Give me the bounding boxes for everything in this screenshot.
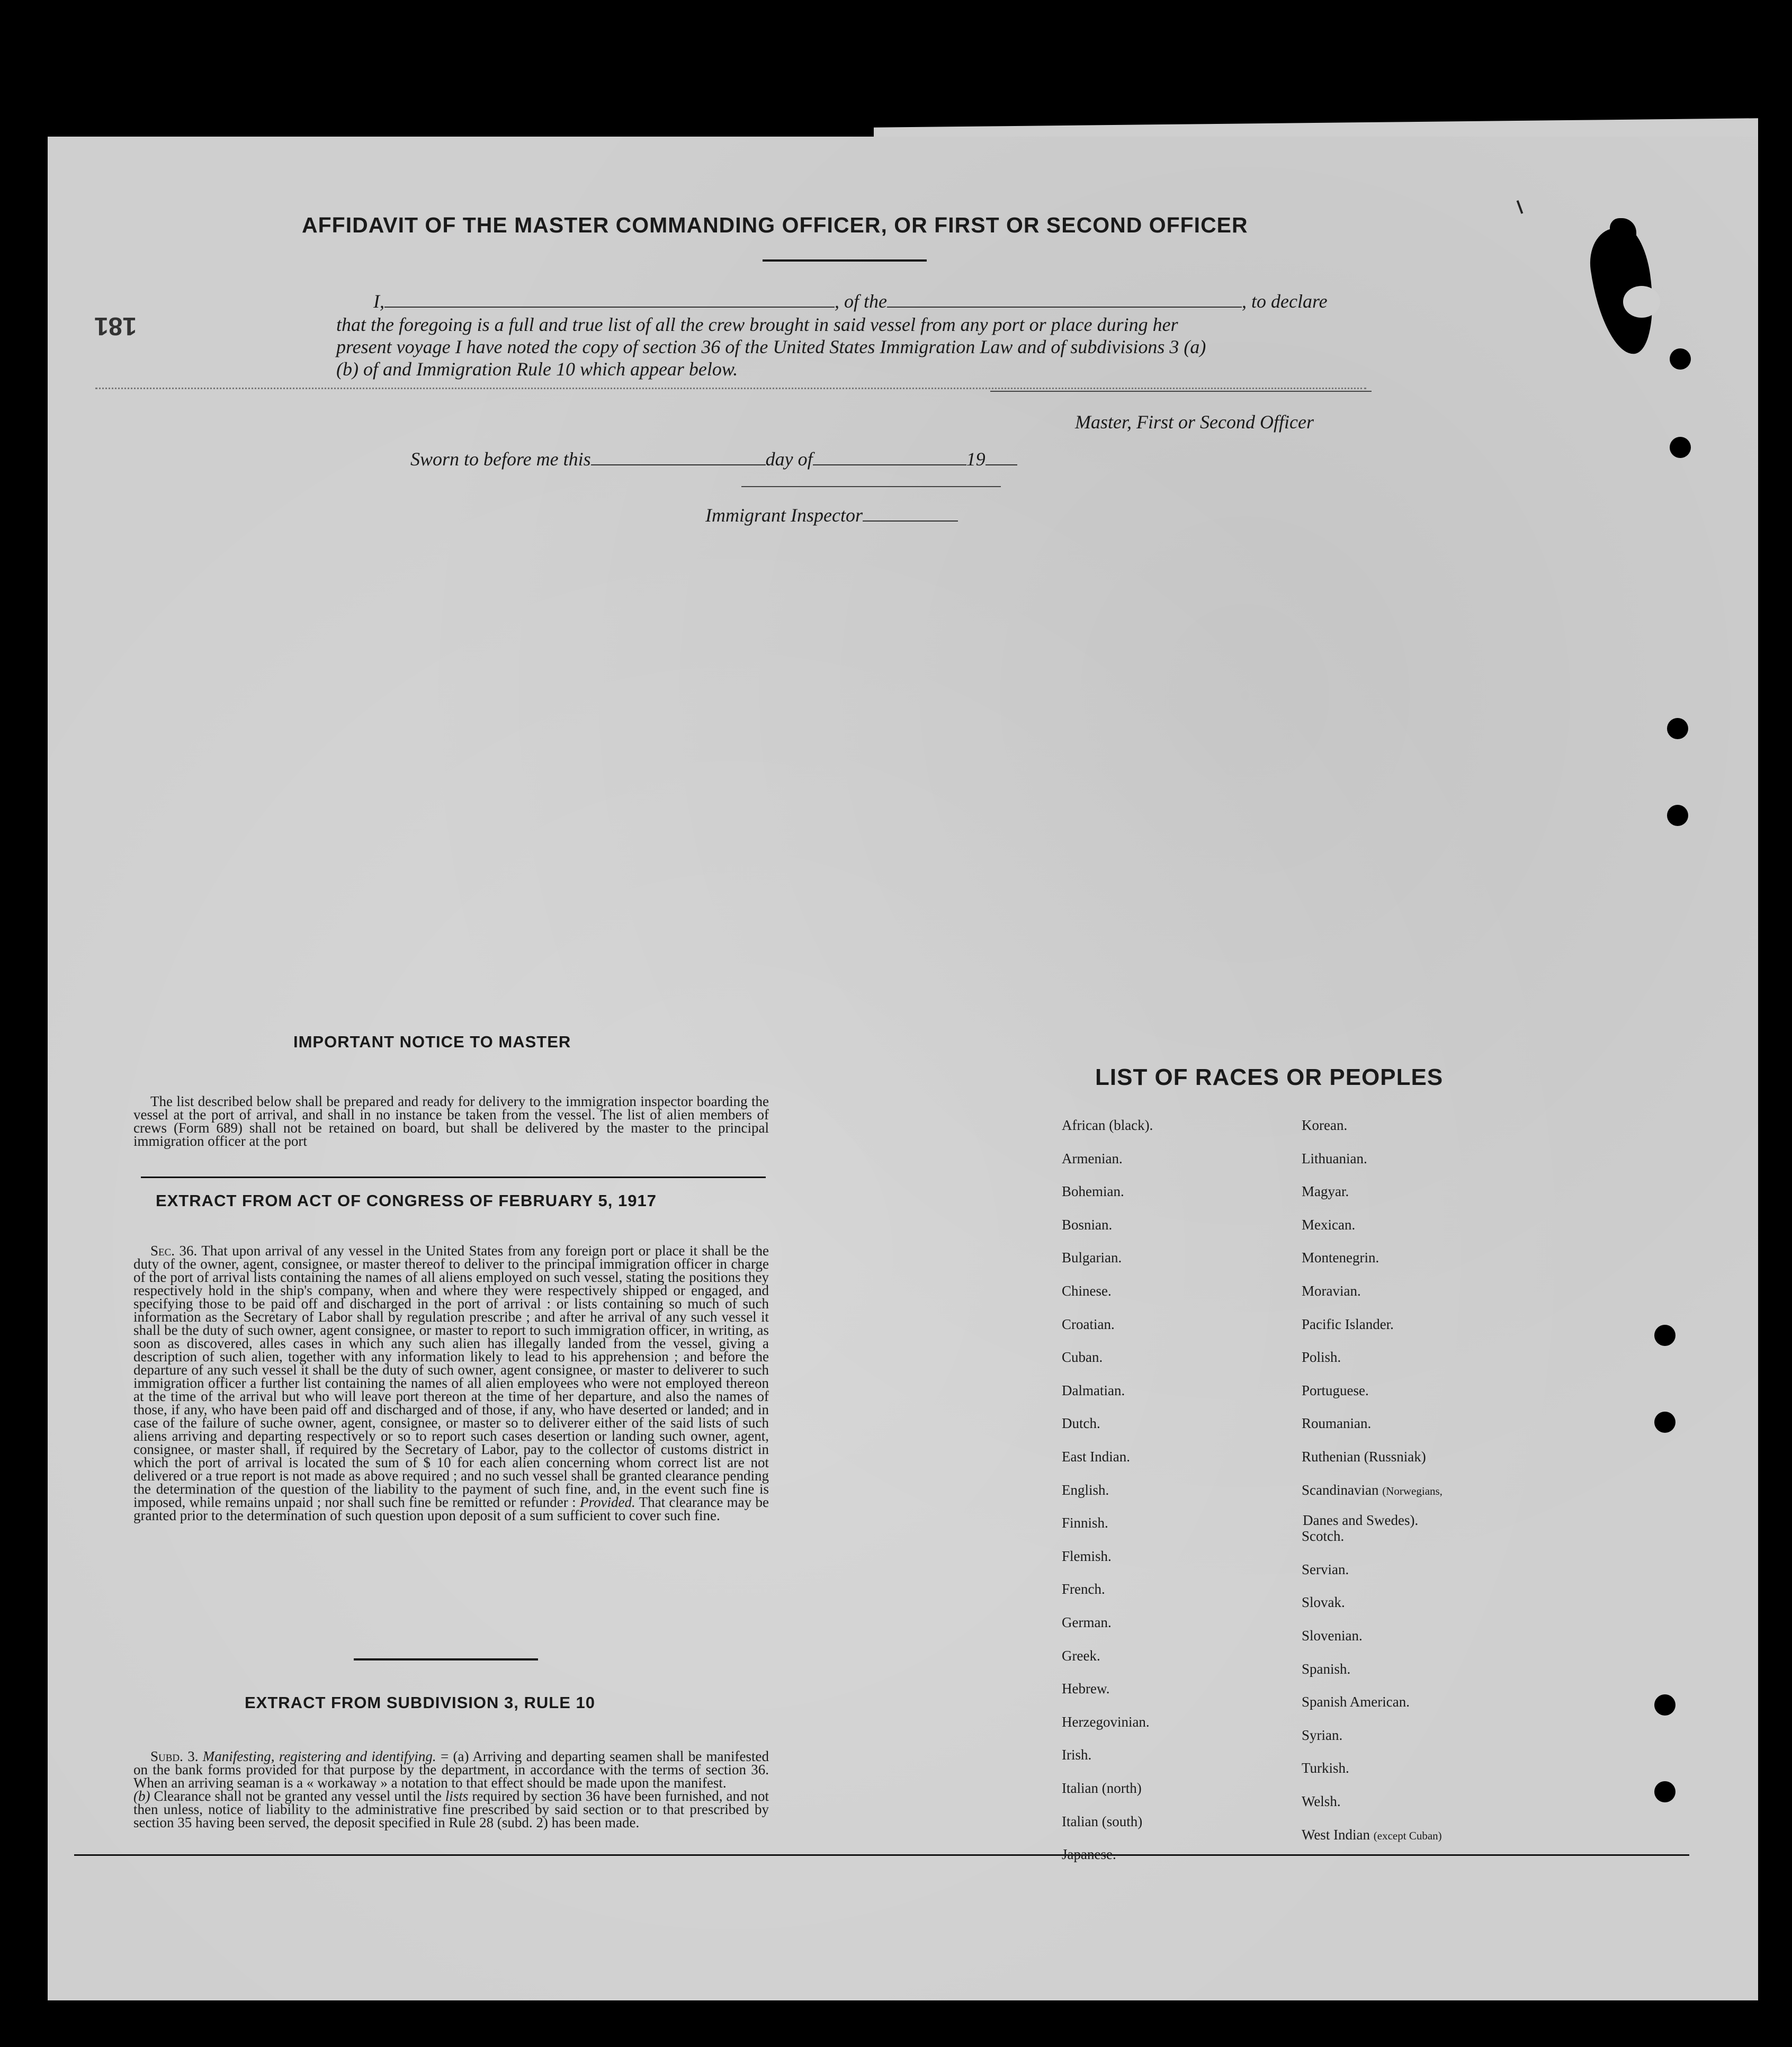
- punch-hole: [1670, 348, 1691, 370]
- race-item: Dalmatian.: [1062, 1382, 1125, 1398]
- race-item: [1302, 1316, 1394, 1333]
- race-label: Korean.: [1302, 1117, 1348, 1133]
- notice-body: The list described below shall be prepared and ready for delivery to the immigration inspector boarding the vessel at the port of arrival, and shall in no instance be taken from the vessel. The list of alien members of crews (Form 689) shall not be retained on board, but shall be delivered by the master to the principal immigration officer at the port: [133, 1093, 769, 1149]
- affidavit-line-1: [373, 290, 1328, 312]
- sworn-year: 19: [966, 448, 985, 470]
- races-title: LIST OF RACES OR PEOPLES: [1095, 1064, 1444, 1090]
- act-provided-text: That clearance may be granted prior to the determination of such question upon deposit of a sum sufficient to cover such fine.: [133, 1494, 769, 1523]
- race-item: Herzegovinian.: [1062, 1714, 1150, 1730]
- race-item: [1302, 1449, 1426, 1465]
- race-item: [1302, 1528, 1344, 1545]
- race-item: [1302, 1151, 1367, 1167]
- race-item: [1302, 1561, 1349, 1578]
- affidavit-declare-label: , to declare: [1241, 291, 1328, 312]
- race-item: [1302, 1694, 1410, 1710]
- act-provided: Provided.: [580, 1494, 635, 1510]
- race-item: [1302, 1415, 1371, 1432]
- sworn-year-field[interactable]: [985, 464, 1017, 465]
- punch-hole: [1667, 718, 1688, 739]
- race-label: Lithuanian.: [1302, 1151, 1367, 1166]
- signature-line[interactable]: [990, 391, 1372, 392]
- race-label: Roumanian.: [1302, 1415, 1372, 1431]
- sworn-prefix: Sworn to before me this: [410, 448, 591, 470]
- sworn-day-of: day of: [765, 448, 813, 470]
- affidavit-line-4: (b) of and Immigration Rule 10 which appear below.: [336, 358, 738, 380]
- act-heading: EXTRACT FROM ACT OF CONGRESS OF FEBRUARY 5, 1917: [156, 1191, 657, 1210]
- punch-hole: [1654, 1325, 1675, 1346]
- race-label: Portuguese.: [1302, 1382, 1369, 1398]
- race-label: Syrian.: [1302, 1727, 1343, 1743]
- race-item: Bulgarian.: [1062, 1250, 1122, 1265]
- race-item: French.: [1062, 1581, 1105, 1597]
- race-item: [1302, 1117, 1347, 1134]
- title-divider: [763, 259, 927, 262]
- punch-hole: [1654, 1412, 1675, 1433]
- race-item: Irish.: [1062, 1747, 1092, 1763]
- race-label: Montenegrin.: [1302, 1250, 1379, 1265]
- race-item: Flemish.: [1062, 1548, 1112, 1564]
- subdivision-para-b-lists: lists: [445, 1788, 469, 1804]
- race-item: Japanese.: [1062, 1846, 1116, 1862]
- vessel-name-field[interactable]: [887, 307, 1242, 308]
- race-item: Hebrew.: [1062, 1681, 1110, 1696]
- west-indian-note: (except Cuban): [1373, 1829, 1442, 1842]
- punch-hole: [1667, 805, 1688, 826]
- punch-hole: [1654, 1781, 1675, 1802]
- subdivision-para-b-1: Clearance shall not be granted any vessel until the: [154, 1788, 442, 1804]
- inspector-field[interactable]: [863, 520, 958, 522]
- race-item: Dutch.: [1062, 1415, 1100, 1431]
- race-item: Bohemian.: [1062, 1183, 1124, 1199]
- race-item: [1302, 1250, 1379, 1266]
- notice-divider: [141, 1177, 766, 1178]
- sworn-day-field[interactable]: [591, 464, 766, 465]
- subdivision-para-a: = (a) Arriving and departing seamen shall be manifested on the bank forms provided for that purpose by the department, in accordance with the terms of section 36. When an arriving seaman is a « workaway » a notation to that effect should be made upon the manifest.: [133, 1748, 769, 1791]
- signature-label: Master, First or Second Officer: [1075, 411, 1314, 433]
- race-item: English.: [1062, 1482, 1109, 1498]
- subdivision-para-b-label: (b): [133, 1788, 150, 1804]
- race-item: [1302, 1793, 1341, 1810]
- affidavit-i-label: I,: [373, 291, 384, 312]
- affidavit-of-the-label: , of the: [835, 291, 887, 312]
- race-item: Italian (south): [1062, 1813, 1143, 1829]
- scandinavian-note-1: (Norwegians,: [1382, 1485, 1442, 1497]
- race-label: Ruthenian (Russniak): [1302, 1449, 1426, 1465]
- affidavit-title: AFFIDAVIT OF THE MASTER COMMANDING OFFICER, OR FIRST OR SECOND OFFICER: [302, 213, 1248, 237]
- race-label: Servian.: [1302, 1561, 1349, 1577]
- act-section-label: Sec. 36.: [150, 1243, 198, 1259]
- race-label: Pacific Islander.: [1302, 1316, 1394, 1332]
- margin-page-mark: 181: [94, 312, 137, 340]
- race-item: [1302, 1594, 1345, 1611]
- notice-heading: IMPORTANT NOTICE TO MASTER: [293, 1033, 571, 1051]
- subdivision-heading: EXTRACT FROM SUBDIVISION 3, RULE 10: [245, 1693, 595, 1712]
- subdivision-body: [133, 1750, 769, 1829]
- subdivision-para-b-2: required by section 36 have been furnished, and not then unless, notice of liability to the administrative fine prescribed by said section or to that prescribed by section 35 having been served, the deposit specified in Rule 28 (subd. 2) has been made.: [133, 1788, 769, 1830]
- act-body: [133, 1244, 769, 1522]
- race-item: Armenian.: [1062, 1151, 1123, 1166]
- race-label: Spanish.: [1302, 1661, 1351, 1677]
- race-label: Mexican.: [1302, 1217, 1356, 1233]
- race-item: German.: [1062, 1614, 1112, 1630]
- race-label: Magyar.: [1302, 1183, 1349, 1199]
- affidavit-line-3: present voyage I have noted the copy of section 36 of the United States Immigration Law and of subdivisions 3 (a): [336, 336, 1206, 357]
- race-label: Slovak.: [1302, 1594, 1345, 1610]
- race-item: [1302, 1482, 1442, 1498]
- scandinavian-note-2: Danes and Swedes).: [1303, 1512, 1419, 1528]
- race-item: Chinese.: [1062, 1283, 1112, 1299]
- race-label: Welsh.: [1302, 1793, 1341, 1809]
- race-label: Turkish.: [1302, 1760, 1349, 1776]
- race-item: [1302, 1382, 1369, 1399]
- race-item: [1302, 1628, 1363, 1644]
- race-label: West Indian: [1302, 1827, 1370, 1843]
- inspector-label-line: [705, 504, 958, 526]
- race-label: Spanish American.: [1302, 1694, 1410, 1710]
- race-item: [1302, 1283, 1361, 1299]
- act-section-text: That upon arrival of any vessel in the United States from any foreign port or place it shall be the duty of the owner, agent, consignee, or master thereof to deliver to the principal immigration officer in charge of the port of arrival lists containing the names of all aliens employed on such vessel, stating the positions they respectively hold in the ship's company, when and where they were respectively shipped or engaged, and specifying those to be paid off and discharged in the port of arrival : or lists containing so much of such information as the Secretary of Labor shall by regulation prescribe ; and after he arrival of any such vessel it shall be the duty of such owner, agent consignee, or master to report to such immigration officer, in writing, as soon as discovered, alles cases in which any such alien has illegally landed from the vessel, giving a description of such alien, together with any information likely to lead to his apprehension ; and before the departure of any such vessel it shall be the duty of such owner, agent consignee, or master to deliverer to such immigration officer a further list containing the names of all alien employees who were not employed thereon at the time of the arrival but who will leave port thereon at the time of her departure, and also the names of those, if any, who have been paid off and discharged and of those, if any, who have deserted or landed; and in case of the failure of suche owner, agent, consignee, or master so to deliverer either of the said lists of such aliens arriving and departing respectively or so to report such cases desertion or landing such owner, agent, consignee, or master shall, if required by the Secretary of Labor, pay to the collector of customs district in which the port of arrival is located the sum of $ 10 for each alien concerning whom correct list are not delivered or a true report is not made as above required ; and no such vessel shall be granted clearance pending the determination of the question of the liability to the payment of such fine, and, in the event such fine is imposed, while remains unpaid ; nor shall such fine be remitted or refunder :: [133, 1243, 769, 1510]
- race-label: Slovenian.: [1302, 1628, 1363, 1644]
- race-item: Croatian.: [1062, 1316, 1115, 1332]
- punch-hole: [1654, 1694, 1675, 1716]
- ink-blot-notch: [1623, 286, 1660, 318]
- race-label: Scandinavian: [1302, 1482, 1379, 1498]
- race-item: [1302, 1217, 1355, 1233]
- race-item: [1302, 1183, 1349, 1200]
- race-item: Greek.: [1062, 1648, 1100, 1664]
- inspector-signature-line[interactable]: [741, 486, 1001, 487]
- faint-table-rule: [95, 388, 1366, 389]
- race-item: Finnish.: [1062, 1515, 1108, 1531]
- race-item: Bosnian.: [1062, 1217, 1113, 1233]
- race-item: Cuban.: [1062, 1349, 1103, 1365]
- document-page: [48, 137, 1758, 2000]
- subdivision-title: Manifesting, registering and identifying.: [202, 1748, 436, 1764]
- race-label: Scotch.: [1302, 1528, 1345, 1544]
- affidavit-line-2: that the foregoing is a full and true list of all the crew brought in said vessel from any port or place during her: [336, 314, 1178, 335]
- race-item: [1302, 1827, 1442, 1843]
- officer-name-field[interactable]: [384, 307, 835, 308]
- sworn-line: [410, 448, 1017, 470]
- act-divider: [354, 1658, 538, 1660]
- subdivision-label: Subd. 3.: [150, 1748, 199, 1764]
- race-item: Italian (north): [1062, 1780, 1142, 1796]
- race-item: [1302, 1727, 1342, 1744]
- punch-hole: [1670, 437, 1691, 458]
- race-item: [1302, 1349, 1341, 1366]
- inspector-label: Immigrant Inspector: [705, 505, 863, 526]
- race-label: Polish.: [1302, 1349, 1341, 1365]
- race-item: East Indian.: [1062, 1449, 1130, 1465]
- race-item: [1302, 1760, 1349, 1776]
- race-item: African (black).: [1062, 1117, 1153, 1133]
- race-item: [1302, 1661, 1350, 1677]
- sworn-month-field[interactable]: [813, 464, 966, 465]
- bottom-page-rule: [74, 1854, 1689, 1856]
- race-label: Moravian.: [1302, 1283, 1361, 1299]
